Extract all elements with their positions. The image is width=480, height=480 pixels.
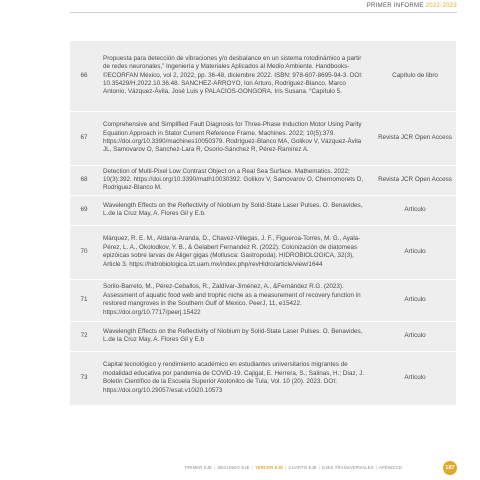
row-number: 70 [70, 225, 98, 279]
footer-separator: | [214, 465, 216, 470]
row-number: 73 [70, 351, 98, 405]
row-number: 71 [70, 279, 98, 321]
footer-nav-item[interactable]: PRIMER EJE [185, 465, 213, 470]
reference-text: Propuesta para detección de vibraciones y/o desbalance en un sistema rotodinámico a partir de redes neuronales,” Ingeniería y Materiales Aplicados al Medio Ambiente. Handbooks-©ECORFAN México, vol 2, 2022, pp. 36-48, diciembre 2022. ISBN: 978-607-8695-94-3. DOI: 10.35429/H.2022.10.36.48. SANCHEZ-ARROYO, Ion Arturo, Rodriguez-Blanco, Marco Antonio, Vázquez-Ávila, José Luis y PALACIOS-GONGORA, Iris Susana. “Capítulo 5. [98, 41, 374, 111]
publications-table-body [70, 41, 456, 405]
footer-separator: | [285, 465, 287, 470]
table-row [70, 351, 456, 405]
reference-text: Comprehensive and Simplified Fault Diagnosis for Three-Phase Induction Motor Using Parity Equation Approach in Stator Current Reference Frame. Machines. 2022; 10(5):379. https://doi.org/10.3390/machines10050379. Rodríguez-Blanco MA, Golikov V, Vázquez-Ávila JL, Samovarov O, Sanchez-Lara R, Osorio-Sánchez R, Pérez-Ramírez A. [98, 111, 374, 165]
publication-type: Artículo [374, 321, 456, 351]
report-title: PRIMER INFORME [366, 3, 424, 9]
reference-text: Márquez, R. E. M., Aldana-Aranda, D., Chavez-Villegas, J. F., Figueroa-Torres, M. G., Ayala-Pérez, L. A., Okolodkov, Y. B., & Gelabert Fernandez R. (2022). Colonización de diatomeas epizóicas sobre larvas de Aliger gigas (Mollusca: Gastropoda). HIDROBIOLOGICA, 32(3), Article 3. https://hidrobiologica.izt.uam.mx/index.php/revHidro/article/view/1644 [98, 225, 374, 279]
footer-nav-item[interactable]: CUARTO EJE [288, 465, 317, 470]
row-number: 69 [70, 195, 98, 225]
row-number: 68 [70, 165, 98, 195]
publications-table [70, 41, 456, 406]
row-number: 66 [70, 41, 98, 111]
page-number-badge: 187 [443, 461, 457, 475]
reference-text: Sorilo-Barreto, M., Pérez-Ceballos, R., Zaldívar-Jiménez, A., &Fernández R.G. (2023). Assessment of aquatic food web and trophic niche as a measurement of recovery function in restored mangroves in the Southern Gulf of Mexico. PeerJ, 11, e15422. https://doi.org/10.7717/peerj.15422 [98, 279, 374, 321]
reference-text: Capital tecnológico y rendimiento académico en estudiantes universitarios migrantes de modalidad educativa por pandemia de COVID-19. Cajigal, E. Herrera, S.; Salinas, H.; Díaz, J. Boletín Científico de la Escuela Superior Atotonilco de Tula, Vol. 10 (20). 2023. DOI: https://doi.org/10.29057/esat.v10i20.10573 [98, 351, 374, 405]
table-row [70, 225, 456, 279]
footer-separator: | [318, 465, 321, 470]
header-divider [70, 12, 457, 13]
publication-type: Revista JCR Open Access [374, 165, 456, 195]
publication-type: Artículo [374, 225, 456, 279]
footer-separator: | [375, 465, 377, 470]
table-row [70, 321, 456, 351]
publication-type: Artículo [374, 279, 456, 321]
publication-type: Artículo [374, 195, 456, 225]
report-year: 2022-2023 [425, 3, 457, 9]
table-row [70, 195, 456, 225]
reference-text: Detection of Multi-Pixel Low Contrast Object on a Real Sea Surface. Mathematics. 2022; 10(3):392. https://doi.org/10.3390/math10030392. Golikov V, Samovarov O, Chernomorets D, Rodriguez-Blanco M. [98, 165, 374, 195]
publication-type: Artículo [374, 351, 456, 405]
row-number: 67 [70, 111, 98, 165]
publication-type: Revista JCR Open Access [374, 111, 456, 165]
row-number: 72 [70, 321, 98, 351]
footer-nav-item[interactable]: APÉNDICE [378, 465, 402, 470]
publication-type: Capítulo de libro [374, 41, 456, 111]
footer-nav-item[interactable]: EJES TRANSVERSALES [322, 465, 374, 470]
report-header [367, 3, 457, 9]
footer-separator: | [251, 465, 253, 470]
reference-text: Wavelength Effects on the Reflectivity of Niobium by Solid-State Laser Pulses. O. Benavides, L.de la Cruz May, A. Flores Gil y E.b. [98, 195, 374, 225]
table-row [70, 41, 456, 111]
reference-text: Wavelength Effects on the Reflectivity of Niobium by Solid-State Laser Pulses. O. Benavides, L.de la Cruz May, A. Flores Gil y E.b [98, 321, 374, 351]
table-row [70, 279, 456, 321]
footer-nav-item[interactable]: SEGUNDO EJE [217, 465, 250, 470]
footer-nav-item[interactable]: TERCER EJE [254, 465, 284, 470]
footer-nav [185, 465, 402, 470]
table-row [70, 165, 456, 195]
table-row [70, 111, 456, 165]
